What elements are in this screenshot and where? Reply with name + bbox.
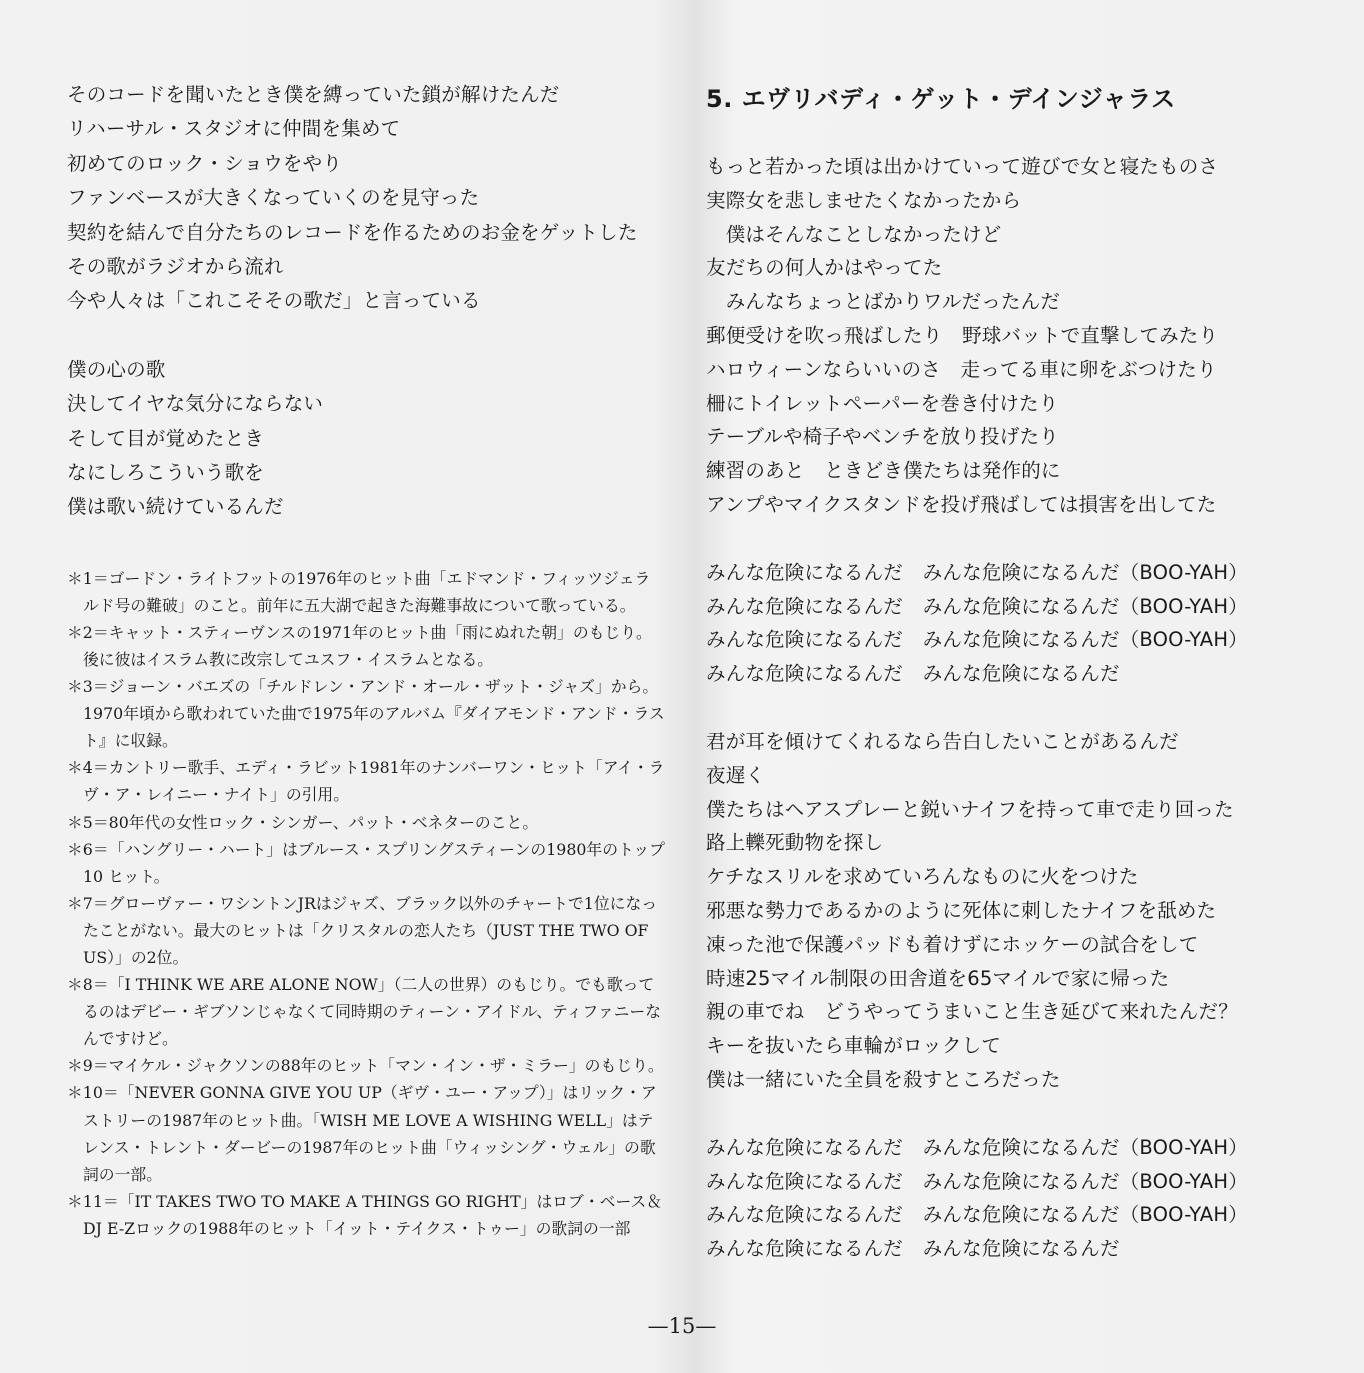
lyric-line: みんな危険になるんだ みんな危険になるんだ（BOO-YAH） [706, 1135, 1248, 1159]
footnote-5: ＊5＝80年代の女性ロック・シンガー、パット・ベネターのこと。 [67, 812, 539, 832]
lyric-line: ケチなスリルを求めていろんなものに火をつけた [706, 865, 1139, 889]
lyric-line: みんな危険になるんだ みんな危険になるんだ（BOO-YAH） [706, 560, 1248, 584]
lyrics-stanza [67, 78, 677, 319]
stanza-gap [67, 319, 677, 353]
left-column [67, 78, 677, 1242]
footnotes [67, 565, 677, 1242]
footnote-10: ＊10＝「NEVER GONNA GIVE YOU UP（ギヴ・ユー・アップ）」はリック・アストリーの1987年のヒット曲。「WISH ME LOVE A WISHING WELL」はテレンス・トレント・ダービーの1987年のヒット曲「ウィッシング・ウェル」の歌詞の一部。 [67, 1083, 657, 1184]
lyric-line: 僕はそんなことしなかったけど [706, 222, 1002, 246]
lyric-line: 君が耳を傾けてくれるなら告白したいことがあるんだ [706, 729, 1179, 753]
lyric-line: ファンベースが大きくなっていくのを見守った [67, 186, 480, 210]
lyric-line: そのコードを聞いたとき僕を縛っていた鎖が解けたんだ [67, 83, 560, 106]
lyric-line: もっと若かった頃は出かけていって遊びで女と寝たものさ [706, 155, 1219, 178]
lyric-line: テーブルや椅子やベンチを放り投げたり [706, 425, 1059, 449]
lyric-line: みんな危険になるんだ みんな危険になるんだ（BOO-YAH） [706, 594, 1248, 618]
chorus-stanza [706, 556, 1306, 691]
lyric-line: そして目が覚めたとき [67, 426, 265, 450]
lyric-line: みんな危険になるんだ みんな危険になるんだ [706, 1237, 1120, 1261]
lyric-line: 練習のあと ときどき僕たちは発作的に [706, 459, 1061, 483]
footnote-11: ＊11＝「IT TAKES TWO TO MAKE A THINGS GO RIGHT」はロブ・ベース＆DJ E-Zロックの1988年のヒット「イット・テイクス・トゥー」の歌詞の一部 [67, 1191, 663, 1238]
lyric-line: 契約を結んで自分たちのレコードを作るためのお金をゲットした [67, 220, 638, 244]
footnote-7: ＊7＝グローヴァー・ワシントンJRはジャズ、ブラック以外のチャートで1位になったことがない。最大のヒットは「クリスタルの恋人たち（JUST THE TWO OF US）」の2位。 [67, 893, 658, 967]
lyric-line: アンプやマイクスタンドを投げ飛ばしては損害を出してた [706, 492, 1217, 516]
footnote-2: ＊2＝キャット・スティーヴンスの1971年のヒット曲「雨にぬれた朝」のもじり。後に彼はイスラム教に改宗してユスフ・イスラムとなる。 [67, 622, 652, 669]
page-number: —15— [647, 1314, 717, 1338]
footnote-4: ＊4＝カントリー歌手、エディ・ラビット1981年のナンバーワン・ヒット「アイ・ラヴ・ア・レイニー・ナイト」の引用。 [67, 758, 665, 805]
lyrics-stanza [67, 353, 677, 525]
footnote-3: ＊3＝ジョーン・バエズの「チルドレン・アンド・オール・ザット・ジャズ」から。1970年頃から歌われていた曲で1975年のアルバム『ダイアモンド・アンド・ラスト』に収録。 [67, 677, 665, 751]
lyric-line: みんな危険になるんだ みんな危険になるんだ（BOO-YAH） [706, 628, 1248, 652]
footnote-1: ＊1＝ゴードン・ライトフットの1976年のヒット曲「エドマンド・フィッツジェラルド号の難破」のこと。前年に五大湖で起きた海難事故について歌っている。 [67, 568, 651, 615]
chorus-stanza [706, 1131, 1306, 1266]
lyric-line: 僕の心の歌 [67, 357, 166, 381]
lyric-line: 凍った池で保護パッドも着けずにホッケーの試合をして [706, 932, 1199, 956]
footnote-6: ＊6＝「ハングリー・ハート」はブルース・スプリングスティーンの1980年のトップ10 ヒット。 [67, 839, 665, 886]
footnote-9: ＊9＝マイケル・ジャクソンの88年のヒット「マン・イン・ザ・ミラー」のもじり。 [67, 1056, 664, 1076]
right-column [706, 82, 1306, 1266]
lyric-line: 決してイヤな気分にならない [67, 392, 324, 416]
lyric-line: 夜遅く [706, 763, 766, 787]
stanza-gap [706, 1097, 1306, 1131]
lyrics-stanza [706, 150, 1306, 522]
lyric-line: みんな危険になるんだ みんな危険になるんだ（BOO-YAH） [706, 1203, 1248, 1227]
stanza-gap [706, 691, 1306, 725]
lyric-line: 邪悪な勢力であるかのように死体に刺したナイフを舐めた [706, 898, 1217, 922]
lyric-line: 柵にトイレットペーパーを巻き付けたり [706, 391, 1059, 415]
lyric-line: 親の車でね どうやってうまいこと生き延びて来れたんだ？ [706, 1000, 1238, 1024]
lyric-line: 初めてのロック・ショウをやり [67, 151, 343, 175]
lyric-line: みんな危険になるんだ みんな危険になるんだ [706, 662, 1120, 686]
lyrics-stanza [706, 725, 1306, 1097]
lyric-line: みんなちょっとばかりワルだったんだ [706, 290, 1061, 314]
lyric-line: リハーサル・スタジオに仲間を集めて [67, 117, 401, 141]
lyric-line: 時速25マイル制限の田舎道を65マイルで家に帰った [706, 966, 1170, 990]
lyric-line: キーを抜いたら車輪がロックして [706, 1034, 1002, 1058]
lyric-line: 郵便受けを吹っ飛ばしたり 野球バットで直撃してみたり [706, 323, 1219, 347]
footnote-8: ＊8＝「I THINK WE ARE ALONE NOW」（二人の世界）のもじり。でも歌ってるのはデビー・ギブソンじゃなくて同時期のティーン・アイドル、ティファニーなんですけど。 [67, 975, 662, 1049]
lyric-line: 路上轢死動物を探し [706, 831, 884, 855]
lyric-line: なにしろこういう歌を [67, 460, 265, 484]
lyric-line: みんな危険になるんだ みんな危険になるんだ（BOO-YAH） [706, 1169, 1248, 1193]
lyric-line: その歌がラジオから流れ [67, 254, 284, 278]
song-title: 5. エヴリバディ・ゲット・デインジャラス [706, 85, 1176, 113]
stanza-gap [706, 522, 1306, 556]
lyric-line: 友だちの何人かはやってた [706, 256, 943, 280]
lyric-line: 今や人々は「これこそその歌だ」と言っている [67, 289, 481, 313]
lyric-line: 実際女を悲しませたくなかったから [706, 188, 1022, 212]
lyric-line: 僕は一緒にいた全員を殺すところだった [706, 1067, 1061, 1091]
lyric-line: 僕は歌い続けているんだ [67, 495, 284, 519]
lyric-line: ハロウィーンならいいのさ 走ってる車に卵をぶつけたり [706, 357, 1217, 381]
lyric-line: 僕たちはヘアスプレーと鋭いナイフを持って車で走り回った [706, 797, 1234, 821]
